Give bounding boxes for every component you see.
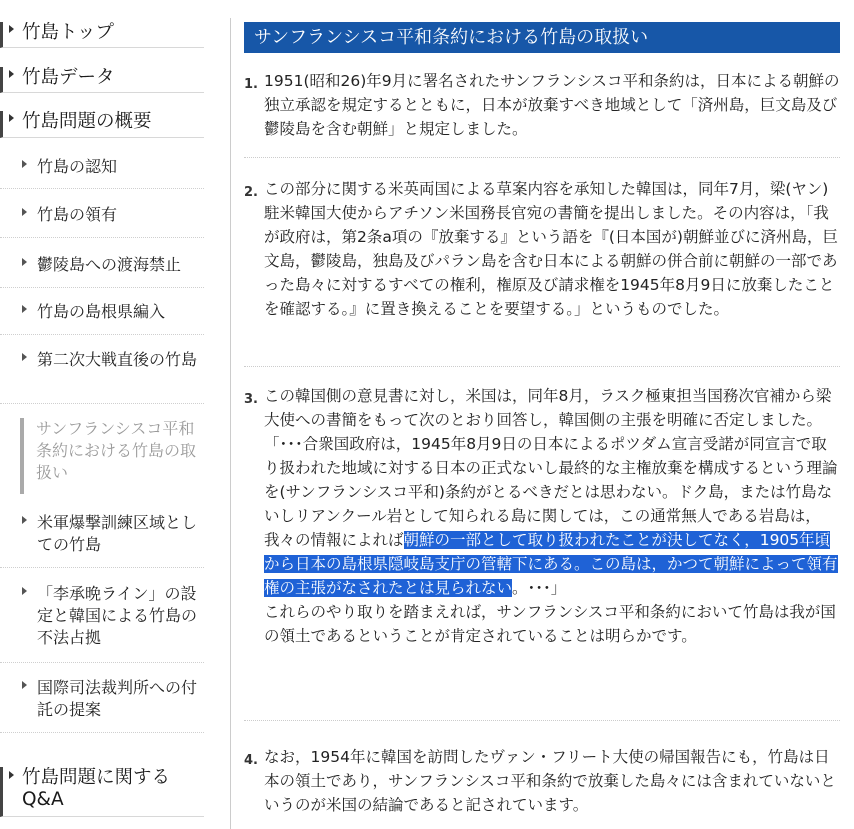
sidebar-subitem-possession[interactable] [0,204,204,238]
arrow-icon [22,305,27,313]
paragraph-number: 2. [244,185,258,200]
sidebar [0,0,204,829]
arrow-icon [22,516,27,524]
arrow-icon [22,258,27,266]
sidebar-subitem-voyage-ban[interactable] [0,254,204,288]
paragraph-text: なお，1954年に韓国を訪問したヴァン・フリート大使の帰国報告にも，竹島は日本の領土であり，サンフランシスコ平和条約で放棄した島々には含まれていないというのが米国の結論であると記されています。 [264,748,836,814]
page-title: サンフランシスコ平和条約における竹島の取扱い [244,22,840,53]
sidebar-subitem-icj[interactable] [0,677,204,733]
arrow-icon [22,353,27,361]
paragraph-number: 4. [244,753,258,768]
sidebar-item-overview[interactable] [0,111,204,138]
sidebar-item-label: 竹島問題の概要 [22,111,152,132]
arrow-icon [22,160,27,168]
paragraph-text [264,384,840,648]
quote-end: 。･･･」 [512,579,567,597]
paragraph-text: この部分に関する米英両国による草案内容を承知した韓国は，同年7月，梁(ヤン)駐米韓国大使からアチソン米国務長官宛の書簡を提出しました。その内容は，「我が政府は，第2条a項の『放棄する』という語を『(日本国が)朝鮮並びに済州島，巨文島，鬱陵島，独島及びパラン島を含む日本による朝鮮の併合前に朝鮮の一部であった島々に対するすべての権利，権原及び請求権を1945年8月9日に放棄したことを確認する。』に置き換えることを要望する。」というものでした。 [264,180,838,318]
main-content [244,22,840,53]
arrow-icon [9,114,14,122]
sidebar-item-label: 国際司法裁判所への付託の提案 [37,678,198,719]
paragraph-number: 1. [244,77,258,92]
arrow-icon [22,681,27,689]
paragraph-text: 1951(昭和26)年9月に署名されたサンフランシスコ平和条約は，日本による朝鮮の独立承認を規定するとともに，日本が放棄すべき地域として「済州島，巨文島及び鬱陵島を含む朝鮮」と規定しました。 [264,72,840,138]
sidebar-item-label: 竹島トップ [22,22,114,43]
paragraph-number: 3. [244,392,258,407]
sidebar-item-takeshima-data[interactable] [0,67,204,93]
arrow-icon [22,208,27,216]
sidebar-subitem-bombing-range[interactable] [0,512,204,568]
sidebar-item-label: サンフランシスコ平和条約における竹島の取扱い [36,419,197,482]
quote-text: 「･･･合衆国政府は，1945年8月9日の日本によるポツダム宣言受諾が同宣言で取り扱われた地域に対する日本の正式ないし最終的な主権放棄を構成するという理論を(サンフランシスコ平和)条約がとるべきだとは思わない。ドク島，または竹島ないしリアンクール岩として知られる島に関しては，この通常無人である岩島は，我々の情報によれば [264,435,838,549]
sidebar-subitem-incorporation[interactable] [0,301,204,335]
sidebar-item-label: 竹島の領有 [37,205,118,224]
arrow-icon [9,70,14,78]
sidebar-subitem-syngman-rhee-line[interactable] [0,583,204,663]
sidebar-subitem-recognition[interactable] [0,156,204,189]
sidebar-item-label: 米軍爆撃訓練区域としての竹島 [37,513,198,554]
paragraph-2 [244,177,840,367]
paragraph-3 [244,384,840,721]
sidebar-item-label: 竹島データ [22,67,115,88]
sidebar-item-label: 竹島問題に関するQ&A [22,767,171,810]
arrow-icon [9,771,14,779]
paragraph-4 [244,745,840,825]
arrow-icon [22,587,27,595]
sidebar-item-takeshima-top[interactable] [0,22,204,48]
sidebar-subitem-postwar[interactable] [0,349,204,404]
sidebar-item-label: 「李承晩ライン」の設定と韓国による竹島の不法占拠 [37,584,198,647]
sidebar-item-label: 第二次大戦直後の竹島 [37,350,198,369]
paragraph-conclusion: これらのやり取りを踏まえれば，サンフランシスコ平和条約において竹島は我が国の領土であるということが肯定されていることは明らかです。 [264,603,836,645]
paragraph-intro: この韓国側の意見書に対し，米国は，同年8月，ラスク極東担当国務次官補から梁大使への書簡をもって次のとおり回答し，韓国側の主張を明確に否定しました。 [264,387,832,429]
sidebar-item-label: 竹島の島根県編入 [37,302,166,321]
sidebar-item-qa[interactable] [0,767,204,817]
sidebar-item-label: 鬱陵島への渡海禁止 [37,255,182,274]
paragraph-1 [244,69,840,158]
quotation [264,432,840,600]
sidebar-item-label: 竹島の認知 [37,157,118,176]
arrow-icon [9,25,14,33]
column-divider [230,18,231,829]
selected-text[interactable]: 朝鮮の一部として取り扱われたことが決してなく，1905年頃から日本の島根県隠岐島支庁の管轄下にある。この島は，かつて朝鮮によって領有権の主張がなされたとは見られない [264,531,838,597]
sidebar-current-item [20,418,204,494]
